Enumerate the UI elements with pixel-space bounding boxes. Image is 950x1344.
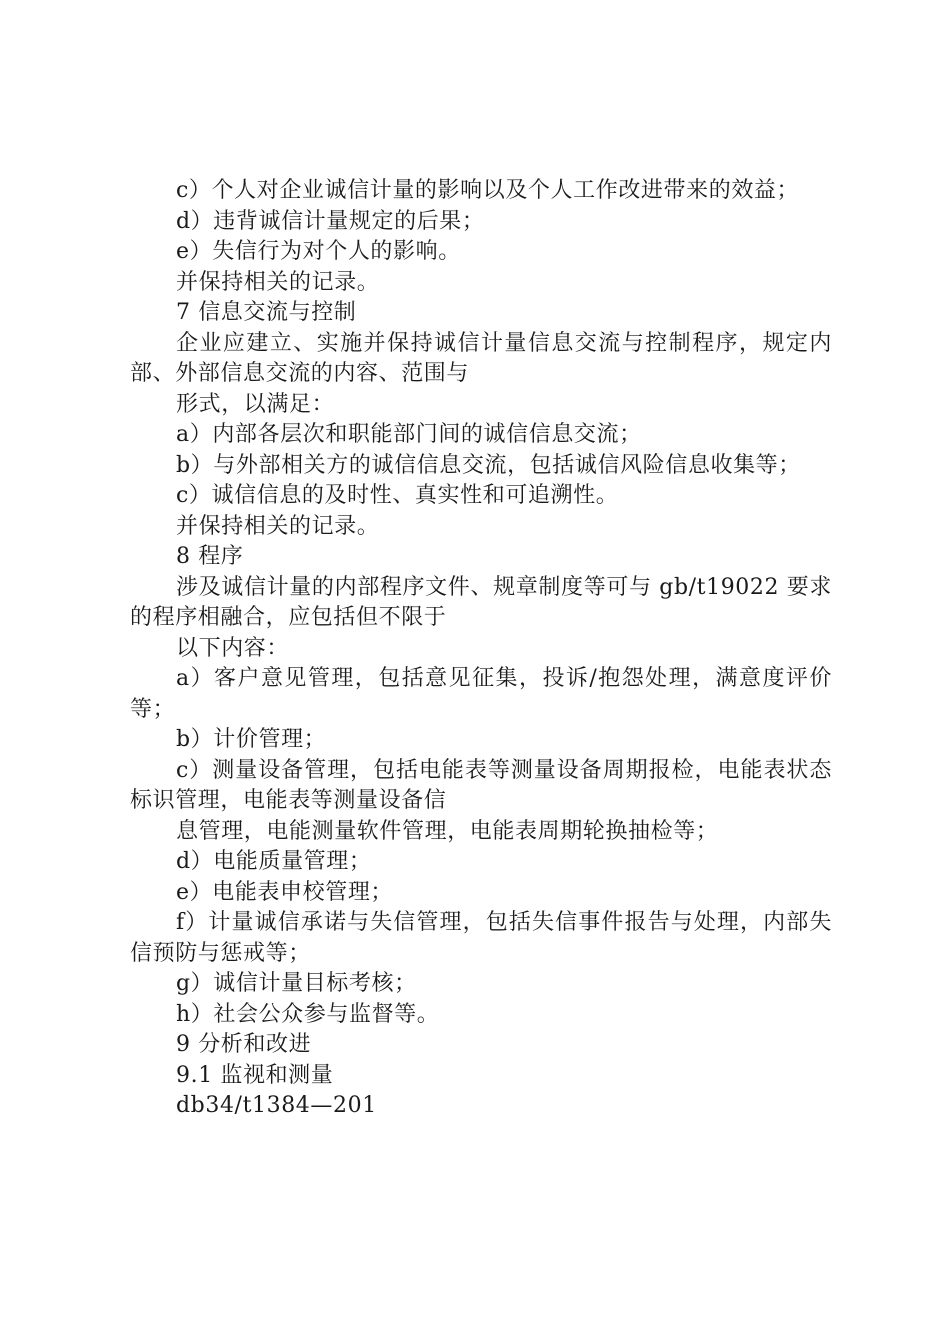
paragraph-procedure-item-f: f）计量诚信承诺与失信管理，包括失信事件报告与处理，内部失信预防与惩戒等； xyxy=(130,910,832,966)
paragraph-training-item-c: c）个人对企业诚信计量的影响以及个人工作改进带来的效益； xyxy=(176,178,800,203)
paragraph-communication-form: 形式，以满足： xyxy=(176,391,335,417)
paragraph-training-item-e: e）失信行为对个人的影响。 xyxy=(176,239,461,264)
paragraph-keep-records: 并保持相关的记录。 xyxy=(176,269,380,295)
paragraph-communication-item-b: b）与外部相关方的诚信信息交流，包括诚信风险信息收集等； xyxy=(176,452,801,478)
paragraph-communication-item-c: c）诚信信息的及时性、真实性和可追溯性。 xyxy=(176,483,619,508)
paragraph-procedure-intro: 涉及诚信计量的内部程序文件、规章制度等可与 gb/t19022 要求的程序相融合，应包括但不限于 xyxy=(130,574,832,630)
paragraph-procedure-item-g: g）诚信计量目标考核； xyxy=(176,971,417,996)
paragraph-training-item-d: d）违背诚信计量规定的后果； xyxy=(176,208,485,234)
paragraph-procedure-item-b: b）计价管理； xyxy=(176,727,327,752)
paragraph-keep-records-2: 并保持相关的记录。 xyxy=(176,513,380,539)
paragraph-procedure-item-c-cont: 息管理，电能测量软件管理，电能表周期轮换抽检等； xyxy=(176,818,719,844)
paragraph-procedure-item-a: a）客户意见管理，包括意见征集，投诉/抱怨处理，满意度评价等； xyxy=(130,666,832,722)
paragraph-procedure-item-h: h）社会公众参与监督等。 xyxy=(176,1001,440,1027)
paragraph-communication-intro: 企业应建立、实施并保持诚信计量信息交流与控制程序，规定内部、外部信息交流的内容、范围与 xyxy=(130,330,832,386)
section-heading-9: 9 分析和改进 xyxy=(176,1032,312,1057)
paragraph-procedure-item-e: e）电能表申校管理； xyxy=(176,879,394,905)
paragraph-communication-item-a: a）内部各层次和职能部门间的诚信信息交流； xyxy=(176,422,642,447)
section-heading-7: 7 信息交流与控制 xyxy=(176,300,357,325)
document-body xyxy=(130,176,832,1122)
paragraph-procedure-item-d: d）电能质量管理； xyxy=(176,849,372,874)
section-heading-8: 8 程序 xyxy=(176,544,244,569)
paragraph-procedure-contents: 以下内容： xyxy=(176,635,290,661)
section-heading-9-1: 9.1 监视和测量 xyxy=(176,1062,334,1088)
standard-code: db34/t1384—201 xyxy=(176,1093,377,1118)
paragraph-procedure-item-c: c）测量设备管理，包括电能表等测量设备周期报检，电能表状态标识管理，电能表等测量设备信 xyxy=(130,757,832,813)
